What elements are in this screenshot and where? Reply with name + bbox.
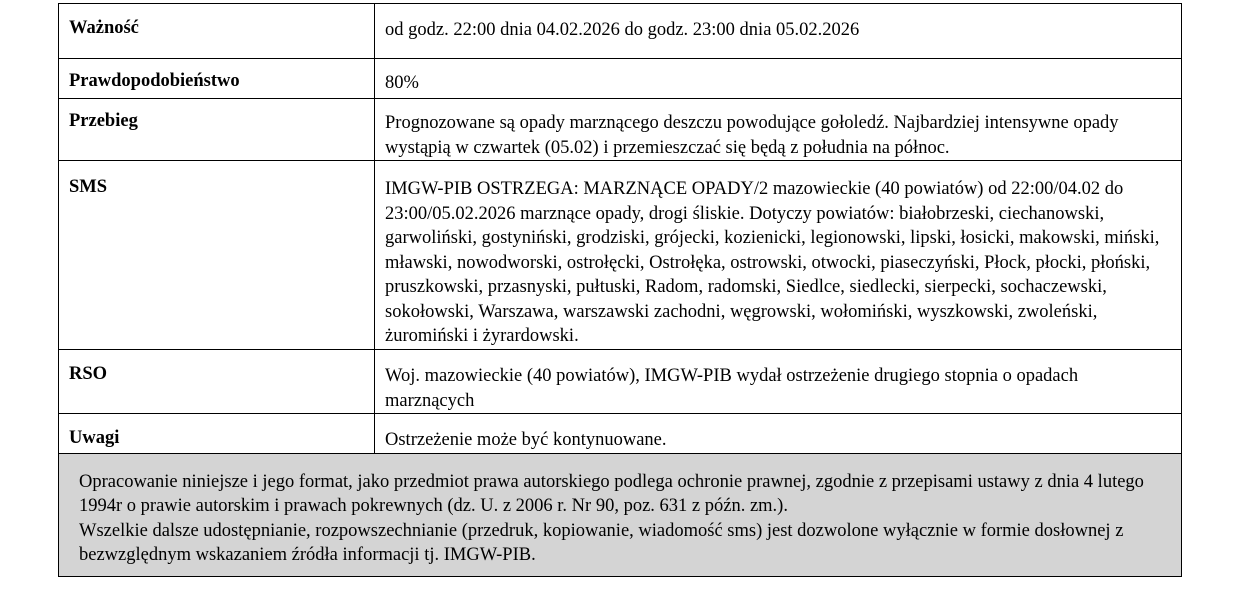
notice-paragraph-2: Wszelkie dalsze udostępnianie, rozpowszechnianie (przedruk, kopiowanie, wiadomość sms) jest dozwolone wyłącznie w formie dosłownej z bezwzględnym wskazaniem źródła informacji tj. IMGW-PIB.: [79, 520, 1124, 565]
row-label: Uwagi: [59, 414, 375, 454]
table-row: [59, 350, 1182, 414]
row-value: Prognozowane są opady marznącego deszczu powodujące gołoledź. Najbardziej intensywne opady wystąpią w czwartek (05.02) i przemieszczać się będą z południa na północ.: [375, 99, 1182, 161]
warning-document: [58, 3, 1182, 577]
table-row: [59, 414, 1182, 454]
row-label: RSO: [59, 350, 375, 414]
row-value: 80%: [375, 59, 1182, 99]
table-row: [59, 161, 1182, 350]
notice-paragraph-1: Opracowanie niniejsze i jego format, jako przedmiot prawa autorskiego podlega ochronie prawnej, zgodnie z przepisami ustawy z dnia 4 lutego 1994r o prawie autorskim i prawach pokrewnych (dz. U. z 2006 r. Nr 90, poz. 631 z późn. zm.).: [79, 471, 1144, 516]
row-value: Ostrzeżenie może być kontynuowane.: [375, 414, 1182, 454]
table-row: [59, 59, 1182, 99]
row-value: od godz. 22:00 dnia 04.02.2026 do godz. 23:00 dnia 05.02.2026: [375, 4, 1182, 59]
warning-table: [58, 3, 1182, 577]
row-value: IMGW-PIB OSTRZEGA: MARZNĄCE OPADY/2 mazowieckie (40 powiatów) od 22:00/04.02 do 23:00/05.02.2026 marznące opady, drogi śliskie. Dotyczy powiatów: białobrzeski, ciechanowski, garwoliński, gostyniński, grodziski, grójecki, kozienicki, legionowski, lipski, łosicki, makowski, miński, mławski, nowodworski, ostrołęcki, Ostrołęka, ostrowski, otwocki, piaseczyński, Płock, płocki, płoński, pruszkowski, przasnyski, pułtuski, Radom, radomski, Siedlce, siedlecki, sierpecki, sochaczewski, sokołowski, Warszawa, warszawski zachodni, węgrowski, wołomiński, wyszkowski, zwoleński, żuromiński i żyrardowski.: [375, 161, 1182, 350]
row-label: Ważność: [59, 4, 375, 59]
row-label: Prawdopodobieństwo: [59, 59, 375, 99]
notice-row: [59, 453, 1182, 576]
row-label: Przebieg: [59, 99, 375, 161]
row-value: Woj. mazowieckie (40 powiatów), IMGW-PIB wydał ostrzeżenie drugiego stopnia o opadach marznących: [375, 350, 1182, 414]
copyright-notice: [59, 453, 1182, 576]
row-label: SMS: [59, 161, 375, 350]
table-row: [59, 99, 1182, 161]
table-row: [59, 4, 1182, 59]
